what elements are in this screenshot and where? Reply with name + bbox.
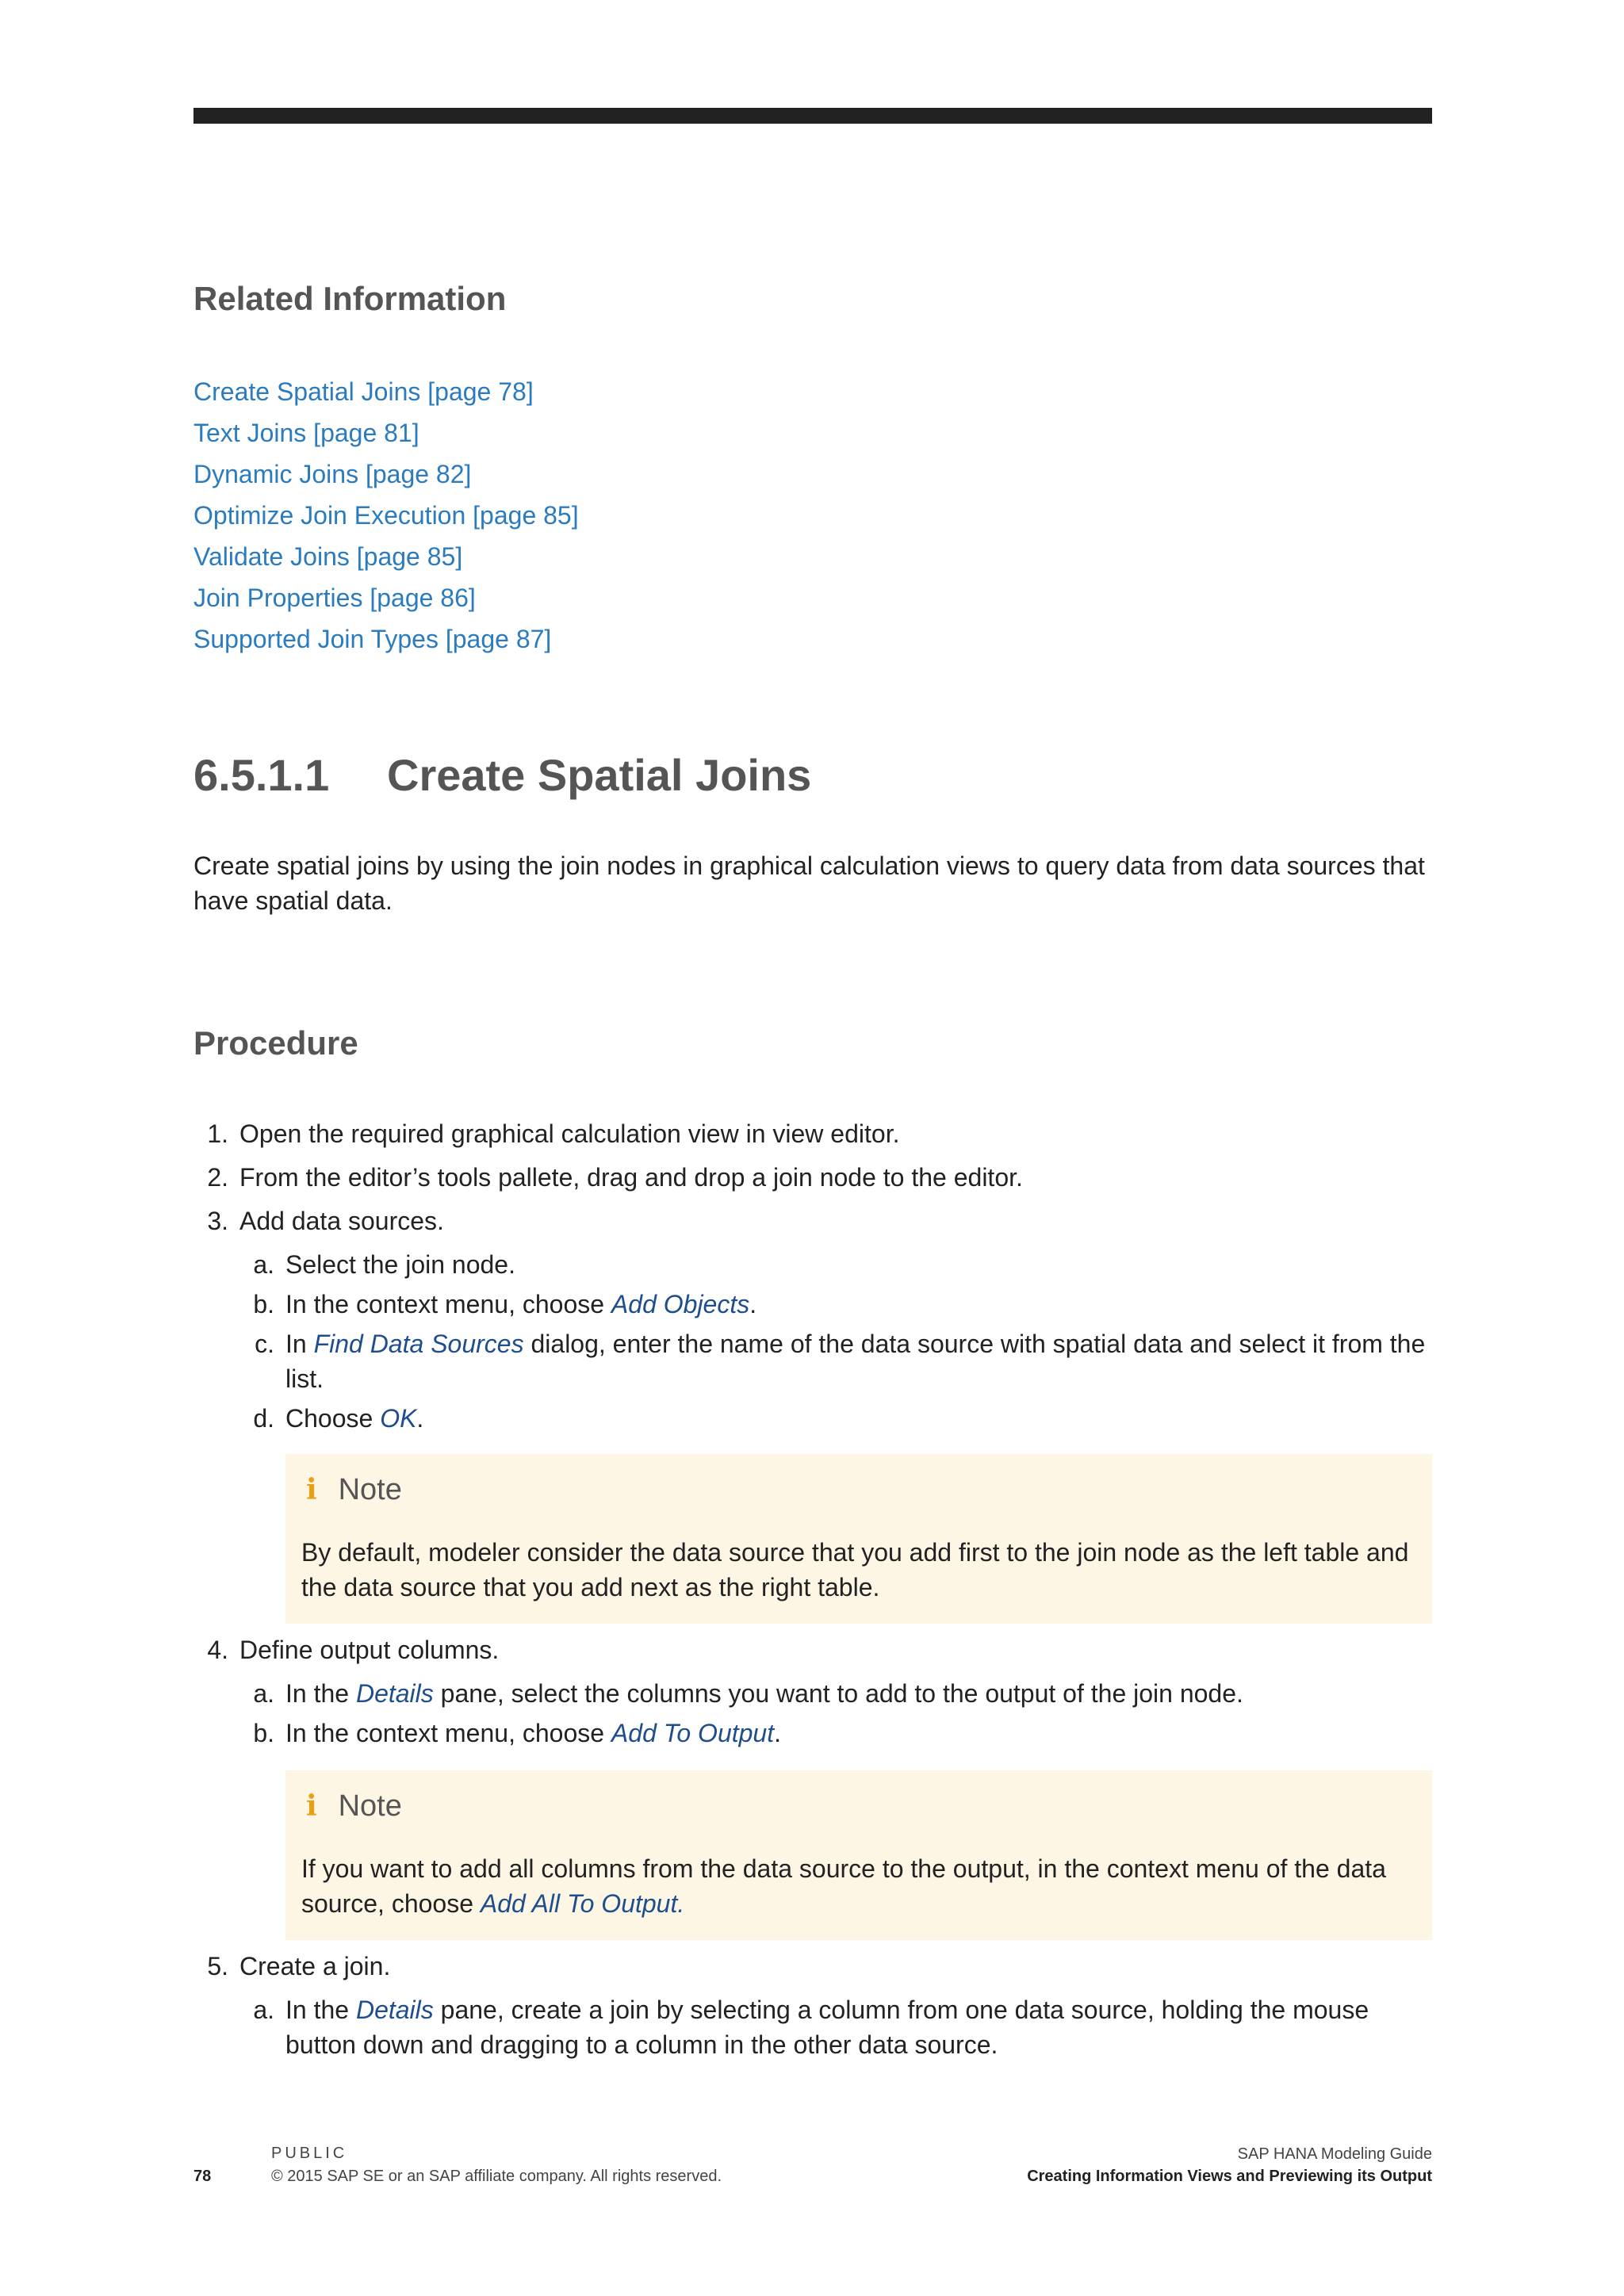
- substep-letter: b.: [253, 1719, 274, 1747]
- step-number: 1.: [207, 1119, 228, 1148]
- substep-letter: c.: [255, 1330, 274, 1358]
- link-join-properties[interactable]: Join Properties [page 86]: [193, 584, 476, 612]
- list-item: [193, 580, 579, 622]
- list-item: [193, 374, 579, 415]
- step-text: Define output columns.: [239, 1636, 500, 1664]
- link-dynamic-joins[interactable]: Dynamic Joins [page 82]: [193, 460, 472, 488]
- list-item: [193, 498, 579, 539]
- ui-term-add-objects: Add Objects: [611, 1290, 750, 1318]
- substep-text: Choose: [285, 1404, 381, 1433]
- list-item: [193, 622, 579, 663]
- note-box: [285, 1770, 1432, 1940]
- footer-classification: PUBLIC: [271, 2145, 348, 2162]
- step-3: [207, 1203, 444, 1238]
- step-3d: [253, 1401, 1435, 1436]
- substep-text: In the: [285, 1679, 356, 1708]
- ui-term-details: Details: [355, 1679, 434, 1708]
- note-text: By default, modeler consider the data source that you add first to the join node as the left table and the data source that you add next as the right table.: [301, 1538, 1409, 1601]
- link-validate-joins[interactable]: Validate Joins [page 85]: [193, 542, 463, 571]
- section-intro: Create spatial joins by using the join nodes in graphical calculation views to query data from data sources that have spatial data.: [193, 851, 1425, 915]
- note-text-body: If you want to add all columns from the data source to the output, in the context menu of the data source, choose: [301, 1854, 1386, 1918]
- substep-text-end: .: [749, 1290, 757, 1318]
- footer-page-number: 78: [193, 2168, 212, 2185]
- step-number: 3.: [207, 1207, 228, 1235]
- substep-letter: a.: [253, 1996, 274, 2024]
- substep-text-end: pane, select the columns you want to add to the output of the join node.: [433, 1679, 1243, 1708]
- substep-letter: a.: [253, 1250, 274, 1279]
- ui-term-details: Details: [355, 1996, 434, 2024]
- step-text: From the editor’s tools pallete, drag and drop a join node to the editor.: [239, 1163, 1023, 1192]
- step-3c: [255, 1326, 1435, 1396]
- substep-text: Select the join node.: [285, 1250, 515, 1279]
- substep-letter: a.: [253, 1679, 274, 1708]
- note-header: [306, 1470, 402, 1510]
- footer-chapter-title: Creating Information Views and Previewing its Output: [1027, 2168, 1432, 2185]
- step-4b: [253, 1716, 1435, 1751]
- footer-guide-title: SAP HANA Modeling Guide: [1237, 2145, 1432, 2163]
- ui-term-ok: OK: [380, 1404, 417, 1433]
- substep-text: In: [285, 1330, 314, 1358]
- step-text: Open the required graphical calculation view in view editor.: [239, 1119, 900, 1148]
- note-box: [285, 1454, 1432, 1624]
- substep-text: In the context menu, choose: [285, 1719, 611, 1747]
- step-4a: [253, 1676, 1435, 1711]
- link-text-joins[interactable]: Text Joins [page 81]: [193, 419, 419, 447]
- link-create-spatial-joins[interactable]: Create Spatial Joins [page 78]: [193, 377, 534, 406]
- list-item: [193, 457, 579, 498]
- step-4: [207, 1632, 500, 1667]
- step-number: 5.: [207, 1952, 228, 1980]
- related-information-heading: Related Information: [193, 280, 507, 317]
- related-links-list: [193, 374, 579, 663]
- step-2: [207, 1160, 1023, 1195]
- substep-text-end: dialog, enter the name of the data source with spatial data and select it from the list.: [285, 1330, 1426, 1393]
- section-title-text: Create Spatial Joins: [387, 750, 812, 800]
- note-text: [301, 1851, 1416, 1921]
- substep-text-end: .: [774, 1719, 781, 1747]
- note-label: Note: [338, 1473, 402, 1506]
- step-3a: [253, 1247, 1435, 1282]
- info-icon: i: [306, 1789, 317, 1823]
- ui-term-find-data-sources: Find Data Sources: [313, 1330, 524, 1358]
- procedure-heading: Procedure: [193, 1024, 358, 1062]
- step-5: [207, 1949, 391, 1984]
- substep-text: In the: [285, 1996, 356, 2024]
- note-label: Note: [338, 1789, 402, 1823]
- list-item: [193, 415, 579, 457]
- substep-text-end: pane, create a join by selecting a column from one data source, holding the mouse button down and dragging to a column in the other data source.: [285, 1996, 1369, 2059]
- step-number: 4.: [207, 1636, 228, 1664]
- top-rule: [193, 108, 1432, 124]
- step-5a: [253, 1992, 1435, 2062]
- substep-text-end: .: [416, 1404, 424, 1433]
- substep-letter: d.: [253, 1404, 274, 1433]
- link-supported-join-types[interactable]: Supported Join Types [page 87]: [193, 625, 552, 653]
- footer-copyright: © 2015 SAP SE or an SAP affiliate company. All rights reserved.: [271, 2168, 722, 2185]
- step-text: Add data sources.: [239, 1207, 444, 1235]
- info-icon: i: [306, 1473, 317, 1506]
- step-1: [207, 1116, 900, 1151]
- ui-term-add-to-output: Add To Output: [611, 1719, 775, 1747]
- step-number: 2.: [207, 1163, 228, 1192]
- substep-text: In the context menu, choose: [285, 1290, 611, 1318]
- note-header: [306, 1786, 402, 1826]
- link-optimize-join-execution[interactable]: Optimize Join Execution [page 85]: [193, 501, 579, 530]
- substep-letter: b.: [253, 1290, 274, 1318]
- section-title: [193, 750, 812, 800]
- list-item: [193, 539, 579, 580]
- ui-term-add-all-to-output: Add All To Output.: [480, 1889, 685, 1918]
- step-3b: [253, 1287, 1435, 1322]
- section-number: 6.5.1.1: [193, 750, 330, 800]
- step-text: Create a join.: [239, 1952, 391, 1980]
